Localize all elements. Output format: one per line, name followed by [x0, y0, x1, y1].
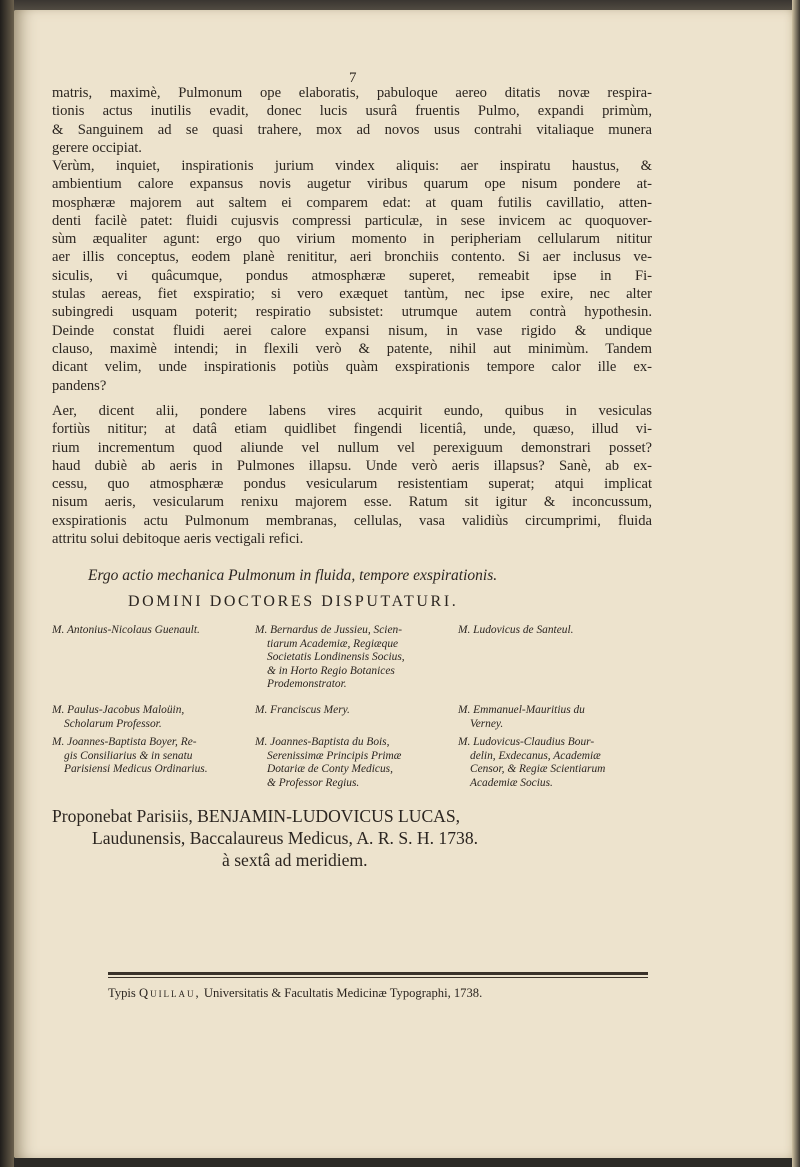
- doctor-line: delin, Exdecanus, Academiæ: [470, 749, 601, 762]
- text-line: Deinde constat fluidi aerei calore expansi nisum, in vase rigido & undique: [52, 322, 652, 339]
- text-line: aer illis conceptus, eodem planè renititur, aeri bronchiis contento. Si aer inclusus ve-: [52, 249, 652, 266]
- printer-imprint: [108, 986, 648, 1001]
- doctor-line: Verney.: [470, 717, 504, 730]
- book-spine-edge: [0, 0, 14, 1167]
- doctor-line: Academiæ Socius.: [470, 776, 553, 789]
- doctor-entry: [458, 624, 658, 638]
- doctor-entry: [255, 704, 455, 718]
- text-line: subingredi usquam poterit; respiratio subsistet: utrumque autem contrà hypothesin.: [52, 304, 652, 321]
- doctor-line: & in Horto Regio Botanices: [267, 664, 395, 677]
- thesis-conclusion: Ergo actio mechanica Pulmonum in fluida, tempore exspirationis.: [88, 567, 498, 584]
- proponebat-line: à sextâ ad meridiem.: [222, 850, 368, 870]
- doctor-entry: [458, 704, 658, 731]
- text-line: pandens?: [52, 377, 107, 394]
- text-line: Aer, dicent alii, pondere labens vires acquirit eundo, quibus in vesiculas: [52, 403, 652, 419]
- doctor-line: Parisiensi Medicus Ordinarius.: [64, 763, 208, 776]
- doctor-line: Prodemonstrator.: [267, 678, 347, 691]
- doctor-entry: [255, 736, 455, 790]
- doctor-line: M. Paulus-Jacobus Maloüin,: [52, 704, 185, 716]
- text-line: cessu, quo atmosphæræ pondus vesicularum resistentiam superat; atqui implicat: [52, 476, 652, 493]
- footer-rule-thin: [108, 977, 648, 978]
- doctor-line: M. Bernardus de Jussieu, Scien-: [255, 624, 402, 636]
- text-line: & Sanguinem ad se quasi trahere, mox ad novos usus contrahi vitaliaque munera: [52, 121, 652, 138]
- text-line: stulas aereas, fiet exspiratio; si vero exæquet tantùm, nec ipse exire, nec alter: [52, 286, 652, 303]
- imprint-printer: Quillau,: [138, 986, 201, 1000]
- doctors-heading: DOMINI DOCTORES DISPUTATURI.: [128, 593, 459, 610]
- text-line: denti facilè patet: fluidi cujusvis compressi particulæ, in sese invicem ac quoquover-: [52, 212, 652, 229]
- proponebat-block: [52, 805, 658, 871]
- text-line: Verùm, inquiet, inspirationis jurium vindex aliquis: aer inspiratu haustus, &: [52, 158, 652, 174]
- text-line: dicant velim, unde inspirationis potiùs quàm exspirationis tempore calor ille ex-: [52, 359, 652, 376]
- doctor-line: M. Joannes-Baptista du Bois,: [255, 736, 390, 748]
- doctor-line: Dotariæ de Conty Medicus,: [267, 763, 393, 776]
- imprint-prefix: Typis: [108, 986, 136, 1000]
- doctor-line: gis Consiliarius & in senatu: [64, 749, 193, 762]
- doctor-entry: [255, 624, 455, 692]
- text-line: ambientium calore expansus novis augetur viribus quarum ope nisum pondere at-: [52, 176, 652, 193]
- text-line: clauso, maximè intendi; in flexili verò & patente, nihil aut minimùm. Tandem: [52, 340, 652, 357]
- text-line: nisum aeris, vesicularum renixu majorem esse. Ratum sit igitur & inconcussum,: [52, 494, 652, 511]
- text-line: fortiùs nititur; at datâ etiam quidlibet fingendi licentiâ, unde, quæso, illud vi-: [52, 421, 652, 438]
- text-line: matris, maximè, Pulmonum ope elaboratis, pabuloque aereo ditatis novæ respira-: [52, 85, 652, 101]
- text-line: attritu solui debitoque aeris vectigali refici.: [52, 531, 304, 548]
- text-line: mosphæræ majorem aut saltem ei comparem edat: at quam futilis cavillatio, atten-: [52, 194, 652, 211]
- doctor-line: M. Joannes-Baptista Boyer, Re-: [52, 736, 197, 748]
- text-line: exspirationis actu Pulmonum membranas, cellulas, vasa validiùs circumprimi, fluida: [52, 512, 652, 529]
- text-line: haud dubiè ab aeris in Pulmones illapsu. Unde verò aeris illapsus? Sanè, ab ex-: [52, 457, 652, 474]
- doctor-line: Societatis Londinensis Socius,: [267, 651, 405, 664]
- doctor-line: tiarum Academiæ, Regiæque: [267, 637, 399, 650]
- footer-rule-thick: [108, 972, 648, 975]
- text-line: sùm æqualiter agunt: ergo quo virium momento in peripheriam cellularum nititur: [52, 231, 652, 248]
- doctor-line: M. Ludovicus de Santeul.: [458, 624, 574, 636]
- page-right-edge: [792, 0, 800, 1167]
- doctor-entry: [52, 624, 252, 638]
- page-number: 7: [349, 70, 357, 86]
- doctor-entry: [52, 736, 252, 777]
- doctor-line: Censor, & Regiæ Scientiarum: [470, 763, 606, 776]
- text-line: rium incrementum quod aliunde vel nullum vel perexiguum demonstrari posset?: [52, 439, 652, 456]
- text-line: tionis actus inutilis evadit, donec lucis usurâ fruentis Pulmo, expandi primùm,: [52, 103, 652, 120]
- doctor-line: M. Ludovicus-Claudius Bour-: [458, 736, 595, 748]
- paragraph-1: [52, 84, 652, 157]
- imprint-rest: Universitatis & Facultatis Medicinæ Typographi, 1738.: [203, 986, 483, 1000]
- doctor-line: Serenissimæ Principis Primæ: [267, 749, 402, 762]
- proponebat-line: Proponebat Parisiis, BENJAMIN-LUDOVICUS LUCAS,: [52, 806, 461, 826]
- proponebat-line: Laudunensis, Baccalaureus Medicus, A. R. S. H. 1738.: [92, 828, 479, 848]
- doctor-line: M. Emmanuel-Mauritius du: [458, 704, 585, 716]
- text-line: gerere occipiat.: [52, 139, 142, 156]
- text-line: siculis, vi quâcumque, pondus atmosphæræ superet, remeabit ipse in Fi-: [52, 267, 652, 284]
- doctor-line: & Professor Regius.: [267, 776, 360, 789]
- paragraph-2: [52, 157, 652, 395]
- doctor-entry: [52, 704, 252, 731]
- doctor-line: Scholarum Professor.: [64, 717, 162, 730]
- doctor-line: M. Franciscus Mery.: [255, 704, 350, 716]
- paragraph-3: [52, 402, 652, 548]
- doctor-entry: [458, 736, 658, 790]
- doctor-line: M. Antonius-Nicolaus Guenault.: [52, 624, 200, 636]
